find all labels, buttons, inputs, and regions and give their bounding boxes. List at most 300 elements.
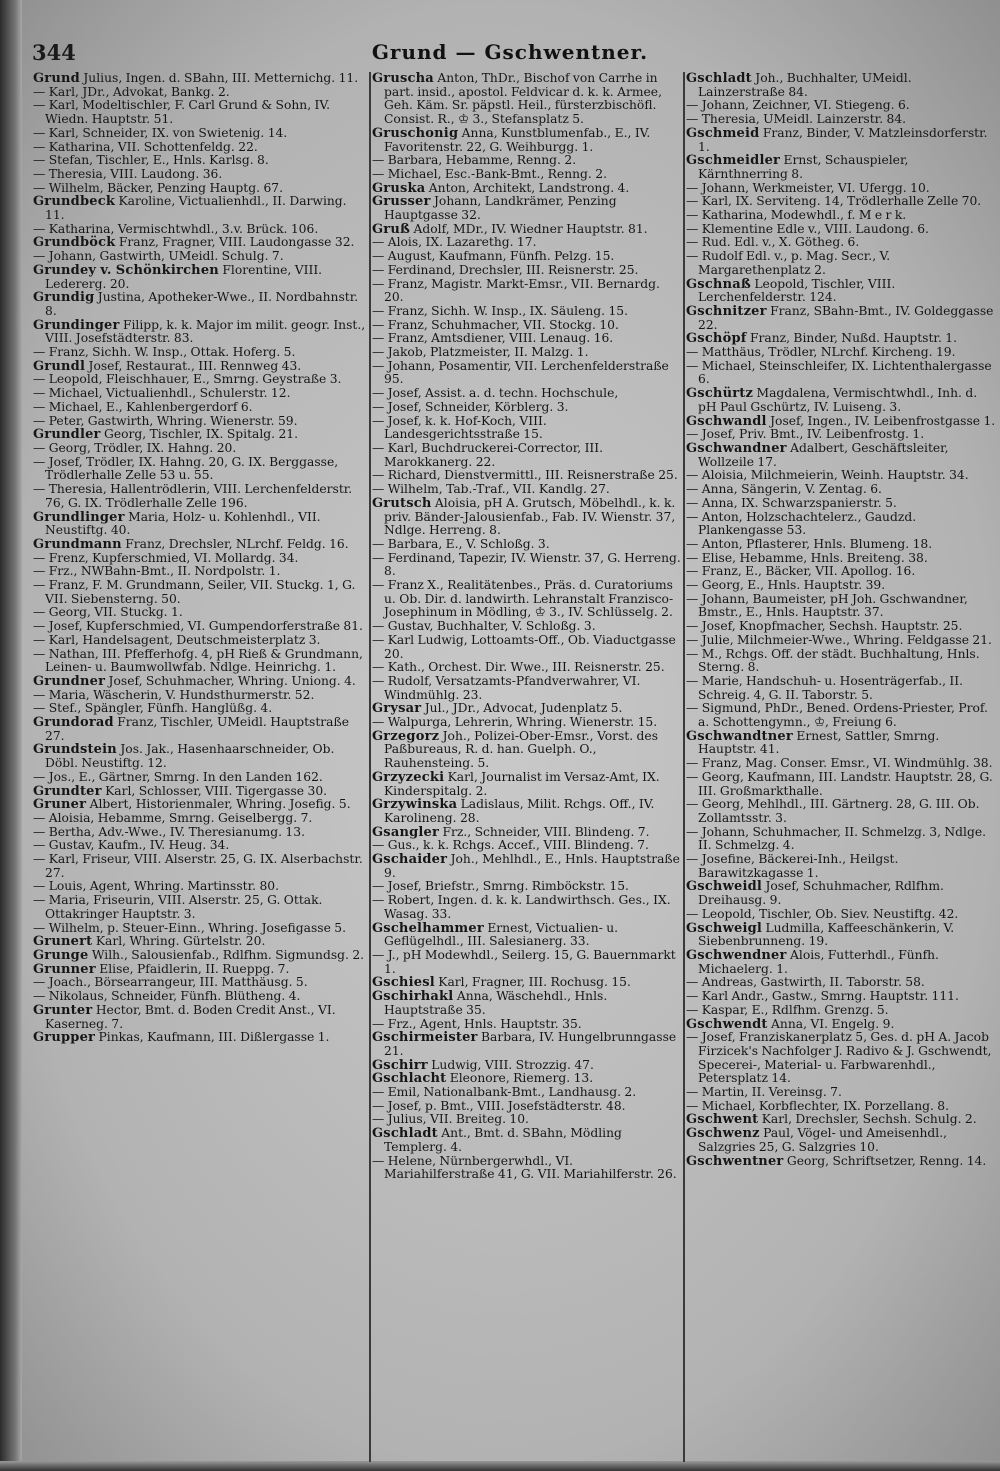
directory-entry xyxy=(372,72,682,127)
entry-text: Karl, Drechsler, Sechsh. Schulg. 2. xyxy=(761,1112,977,1127)
entry-text: — Josef, Kupferschmied, VI. Gumpendorferstraße 81. xyxy=(33,619,363,634)
directory-entry xyxy=(33,182,368,196)
directory-entry xyxy=(372,1127,682,1154)
entry-text: Franz, Tischler, UMeidl. Hauptstraße 27. xyxy=(45,715,349,743)
entry-surname: Gruscha xyxy=(372,72,434,86)
entry-text: Jos. Jak., Hasenhaarschneider, Ob. Döbl. Neustiftg. 12. xyxy=(45,742,335,771)
directory-entry xyxy=(686,648,996,675)
entry-text: Barbara, IV. Hungelbrunngasse 21. xyxy=(384,1030,677,1058)
page-title: Grund — Gschwentner. xyxy=(371,40,649,64)
directory-entry xyxy=(686,730,996,757)
entry-text: — Jakob, Platzmeister, II. Malzg. 1. xyxy=(372,345,589,360)
directory-entry xyxy=(33,223,368,237)
entry-surname: Gschwendner xyxy=(686,948,787,963)
directory-entry xyxy=(33,949,368,963)
directory-entry xyxy=(33,456,368,483)
directory-entry xyxy=(33,743,368,770)
entry-text: — Michael, Steinschleifer, IX. Lichtenthalergasse 6. xyxy=(686,358,992,387)
entry-text: — Katharina, Vermischtwhdl., 3.v. Brück. 106. xyxy=(33,221,319,236)
entry-text: — Johann, Werkmeister, VI. Ufergg. 10. xyxy=(686,180,930,195)
directory-entry xyxy=(33,716,368,743)
entry-text: Filipp, k. k. Major im milit. geogr. Inst., VIII. Josefstädterstr. 83. xyxy=(45,317,366,346)
entry-text: Franz, SBahn-Bmt., IV. Goldeggasse 22. xyxy=(698,303,994,332)
directory-entry xyxy=(372,1155,682,1182)
directory-entry xyxy=(372,332,682,346)
entry-text: Justina, Apotheker-Wwe., II. Nordbahnstr. 8. xyxy=(45,290,359,318)
directory-entry xyxy=(372,880,682,894)
directory-entry xyxy=(33,976,368,990)
entry-surname: Gschöpf xyxy=(686,331,747,347)
directory-entry xyxy=(33,250,368,264)
entry-text: — Andreas, Gastwirth, II. Taborstr. 58. xyxy=(686,975,925,990)
directory-entry xyxy=(686,1113,996,1127)
entry-text: — Louis, Agent, Whring. Martinsstr. 80. xyxy=(33,879,280,894)
entry-text: — Anton, Holzschachtelerz., Gaudzd. Plankengasse 53. xyxy=(686,509,917,538)
entry-text: Joh., Buchhalter, UMeidl. Lainzerstraße 84. xyxy=(698,72,912,99)
directory-entry xyxy=(372,853,682,880)
entry-text: — Georg, Mehlhdl., III. Gärtnerg. 28, G. III. Ob. Zollamtsstr. 3. xyxy=(686,797,980,825)
entry-text: Josef, Ingen., IV. Leibenfrostgasse 1. xyxy=(770,413,996,428)
entry-surname: Grunert xyxy=(33,934,93,950)
entry-surname: Gschiesl xyxy=(372,975,435,991)
directory-entry xyxy=(372,469,682,483)
entry-surname: Gschirr xyxy=(372,1057,428,1073)
entry-text: — Michael, Victualienhdl., Schulerstr. 12. xyxy=(33,386,291,401)
entry-text: Jul., JDr., Advocat, Judenplatz 5. xyxy=(424,701,623,716)
entry-text: Georg, Schriftsetzer, Renng. 14. xyxy=(786,1153,987,1168)
entry-text: — Karl, Modeltischler, F. Carl Grund & Sohn, IV. Wiedn. Hauptstr. 51. xyxy=(33,98,331,127)
entry-text: — Franz, Sichh. W. Insp., IX. Säuleng. 15. xyxy=(372,303,629,318)
entry-text: Georg, Tischler, IX. Spitalg. 21. xyxy=(104,427,299,442)
entry-text: — Franz, E., Bäcker, VII. Apollog. 16. xyxy=(686,564,916,579)
directory-entry xyxy=(33,620,368,634)
entry-text: Karl, Fragner, III. Rochusg. 15. xyxy=(438,975,631,990)
directory-entry xyxy=(33,880,368,894)
entry-text: — Nikolaus, Schneider, Fünfh. Blütheng. 4. xyxy=(33,989,301,1004)
directory-entry xyxy=(33,154,368,168)
entry-text: — Gustav, Buchhalter, V. Schloßg. 3. xyxy=(372,619,596,634)
entry-text: — Bertha, Adv.-Wwe., IV. Theresianumg. 13. xyxy=(33,824,305,839)
entry-text: — Alois, IX. Lazarethg. 17. xyxy=(372,235,537,250)
entry-text: — Anton, Pflasterer, Hnls. Blumeng. 18. xyxy=(686,536,933,551)
directory-entry xyxy=(686,579,996,593)
entry-text: Albert, Historienmaler, Whring. Josefig. 5. xyxy=(89,797,351,812)
directory-entry xyxy=(372,675,682,702)
directory-entry xyxy=(33,195,368,222)
directory-entry xyxy=(33,771,368,785)
directory-entry xyxy=(372,771,682,798)
page-header xyxy=(30,40,990,70)
directory-entry xyxy=(33,675,368,689)
directory-entry xyxy=(33,839,368,853)
entry-text: — Karl, Friseur, VIII. Alserstr. 25, G. IX. Alserbachstr. 27. xyxy=(33,852,363,880)
directory-entry xyxy=(372,305,682,319)
directory-entry xyxy=(33,702,368,716)
directory-entry xyxy=(33,511,368,538)
directory-entry xyxy=(372,922,682,949)
directory-entry xyxy=(33,168,368,182)
entry-surname: Gschaider xyxy=(372,852,448,868)
entry-text: Leopold, Tischler, VIII. Lerchenfelderstr. 124. xyxy=(698,276,896,305)
entry-text: — Josef, k. k. Hof-Koch, VIII. Landesgerichtsstraße 15. xyxy=(372,413,547,442)
entry-surname: Grundinger xyxy=(33,317,120,333)
directory-entry xyxy=(686,428,996,442)
entry-text: — Elise, Hebamme, Hnls. Breiteng. 38. xyxy=(686,550,928,565)
entry-text: — Johann, Zeichner, VI. Stiegeng. 6. xyxy=(686,98,910,113)
directory-entry xyxy=(686,99,996,113)
directory-entry xyxy=(372,497,682,538)
entry-text: Karoline, Victualienhdl., II. Darwing. 11. xyxy=(45,194,347,223)
directory-entry xyxy=(372,1072,682,1086)
entry-text: — Karl, JDr., Advokat, Bankg. 2. xyxy=(33,84,230,99)
entry-text: — Katharina, VII. Schottenfeldg. 22. xyxy=(33,139,258,154)
directory-entry xyxy=(372,894,682,921)
entry-text: — Karl, Handelsagent, Deutschmeisterplatz 3. xyxy=(33,632,321,647)
directory-entry xyxy=(33,291,368,318)
entry-text: Julius, Ingen. d. SBahn, III. Metternichg. 11. xyxy=(83,72,359,85)
directory-entry xyxy=(33,634,368,648)
entry-text: — Josef, Schneider, Körblerg. 3. xyxy=(372,399,569,414)
directory-entry xyxy=(33,689,368,703)
entry-text: — Ferdinand, Drechsler, III. Reisnerstr. 25. xyxy=(372,262,639,277)
entry-surname: Gruß xyxy=(372,221,411,237)
entry-text: — Walpurga, Lehrerin, Whring. Wienerstr. 15. xyxy=(372,715,658,730)
page-edge-shadow xyxy=(0,0,22,1471)
entry-surname: Grundmann xyxy=(33,536,122,552)
entry-text: Joh., Polizei-Ober-Emsr., Vorst. des Paßbureaus, R. d. han. Guelph. O., Rauhensteing. 5. xyxy=(384,728,659,771)
entry-text: Franz, Binder, V. Matzleinsdorferstr. 1. xyxy=(698,125,988,154)
directory-entry xyxy=(686,976,996,990)
entry-text: — Karl, IX. Serviteng. 14, Trödlerhalle Zelle 70. xyxy=(686,194,982,209)
directory-entry xyxy=(372,319,682,333)
directory-entry xyxy=(33,483,368,510)
entry-surname: Gschürtz xyxy=(686,386,754,402)
directory-entry xyxy=(372,387,682,401)
directory-entry xyxy=(372,360,682,387)
entry-text: — Emil, Nationalbank-Bmt., Landhausg. 2. xyxy=(372,1085,637,1100)
entry-surname: Grundböck xyxy=(33,235,116,251)
entry-text: Anna, VI. Engelg. 9. xyxy=(771,1016,895,1031)
directory-entry xyxy=(33,990,368,1004)
entry-text: Ludwig, VIII. Strozzig. 47. xyxy=(431,1057,594,1072)
entry-surname: Grundlinger xyxy=(33,509,125,525)
entry-text: — Josef, Assist. a. d. techn. Hochschule, xyxy=(372,386,619,401)
entry-text: — Theresia, Hallentrödlerin, VIII. Lerchenfelderstr. 76, G. IX. Trödlerhalle Zelle 196. xyxy=(33,482,353,510)
entry-text: Ludmilla, Kaffeeschänkerin, V. Siebenbrunneng. 19. xyxy=(698,920,955,949)
directory-entry xyxy=(686,182,996,196)
entry-surname: Gschladt xyxy=(686,72,752,86)
directory-entry xyxy=(33,798,368,812)
entry-text: Eleonore, Riemerg. 13. xyxy=(449,1071,594,1086)
entry-surname: Gschwandl xyxy=(686,413,767,429)
directory-entry xyxy=(33,415,368,429)
entry-surname: Gschmeidler xyxy=(686,153,781,169)
entry-surname: Grundter xyxy=(33,783,102,799)
directory-entry xyxy=(686,922,996,949)
entry-text: — Georg, Trödler, IX. Hahng. 20. xyxy=(33,440,237,455)
directory-entry xyxy=(372,346,682,360)
directory-entry xyxy=(372,661,682,675)
entry-text: — Theresia, UMeidl. Lainzerstr. 84. xyxy=(686,112,907,127)
entry-text: — Helene, Nürnbergerwhdl., VI. Mariahilferstraße 41, G. VII. Mariahilferstr. 26. xyxy=(372,1153,677,1182)
entry-text: — Leopold, Tischler, Ob. Siev. Neustiftg. 42. xyxy=(686,906,959,921)
directory-entry xyxy=(372,552,682,579)
entry-surname: Gschlacht xyxy=(372,1071,447,1087)
entry-surname: Gschirhakl xyxy=(372,989,454,1005)
directory-entry xyxy=(372,250,682,264)
entry-text: — Josef, Priv. Bmt., IV. Leibenfrostg. 1. xyxy=(686,427,925,442)
directory-entry xyxy=(686,387,996,414)
entry-text: — Karl, Schneider, IX. von Swietenig. 14. xyxy=(33,125,288,140)
entry-surname: Gschwenz xyxy=(686,1126,760,1142)
entry-text: Josef, Schuhmacher, Whring. Uniong. 4. xyxy=(108,673,356,688)
entry-text: — Frz., Agent, Hnls. Hauptstr. 35. xyxy=(372,1016,582,1031)
directory-entry xyxy=(33,319,368,346)
directory-entry xyxy=(33,1031,368,1045)
directory-entry xyxy=(686,949,996,976)
directory-entry xyxy=(686,634,996,648)
entry-text: Adalbert, Geschäftsleiter, Wollzeile 17. xyxy=(698,440,949,469)
directory-entry xyxy=(686,497,996,511)
entry-surname: Gschirmeister xyxy=(372,1030,478,1046)
entry-text: Johann, Landkrämer, Penzing Hauptgasse 32. xyxy=(384,194,617,223)
directory-entry xyxy=(33,236,368,250)
entry-surname: Gruska xyxy=(372,180,426,196)
directory-entry xyxy=(33,428,368,442)
directory-entry xyxy=(33,606,368,620)
entry-text: — Michael, E., Kahlenbergerdorf 6. xyxy=(33,399,253,414)
entry-text: — Franz X., Realitätenbes., Präs. d. Curatoriums u. Ob. Dir. d. landwirth. Lehranstalt Franzisco-Josephinum in Mödling, ♔ 3., IV. Schlüsselg. 2. xyxy=(372,578,674,620)
directory-entry xyxy=(686,236,996,250)
entry-surname: Gschwent xyxy=(686,1112,759,1128)
entry-text: — Josef, Briefstr., Smrng. Rimböckstr. 15. xyxy=(372,879,629,894)
directory-entry xyxy=(372,538,682,552)
entry-text: Frz., Schneider, VIII. Blindeng. 7. xyxy=(442,824,650,839)
entry-text: — Georg, VII. Stuckg. 1. xyxy=(33,605,183,620)
entry-surname: Grunter xyxy=(33,1002,93,1018)
directory-entry xyxy=(686,305,996,332)
entry-text: — Peter, Gastwirth, Whring. Wienerstr. 59. xyxy=(33,413,298,428)
entry-surname: Grutsch xyxy=(372,495,432,511)
entry-text: — Jos., E., Gärtner, Smrng. In den Landen 162. xyxy=(33,769,323,784)
entry-surname: Grund xyxy=(33,72,80,86)
directory-entry xyxy=(686,1018,996,1032)
entry-surname: Grundig xyxy=(33,290,95,306)
entry-text: — Maria, Friseurin, VIII. Alserstr. 25, G. Ottak. Ottakringer Hauptstr. 3. xyxy=(33,893,323,921)
entry-text: Wilh., Salousienfab., Rdlfhm. Sigmundsg. 2. xyxy=(91,948,365,962)
directory-entry xyxy=(372,949,682,976)
directory-entry xyxy=(33,264,368,291)
entry-surname: Grundner xyxy=(33,673,106,689)
entry-surname: Grundler xyxy=(33,427,101,443)
directory-entry xyxy=(33,127,368,141)
directory-entry xyxy=(372,579,682,620)
entry-text: — Karl, Buchdruckerei-Corrector, III. Marokkanerg. 22. xyxy=(372,440,604,469)
column-2 xyxy=(372,72,682,1464)
directory-entry xyxy=(372,976,682,990)
entry-text: Alois, Futterhdl., Fünfh. Michaelerg. 1. xyxy=(698,948,939,976)
directory-entry xyxy=(372,264,682,278)
directory-entry xyxy=(372,236,682,250)
directory-entry xyxy=(33,538,368,552)
directory-entry xyxy=(686,798,996,825)
entry-surname: Gsangler xyxy=(372,824,440,840)
entry-text: Maria, Holz- u. Kohlenhdl., VII. Neustiftg. 40. xyxy=(45,509,321,538)
entry-text: Joh., Mehlhdl., E., Hnls. Hauptstraße 9. xyxy=(384,852,680,880)
entry-text: Anna, Kunstblumenfab., E., IV. Favoritenstr. 22, G. Weihburgg. 1. xyxy=(384,125,651,154)
entry-text: — Franz, Amtsdiener, VIII. Lenaug. 16. xyxy=(372,331,614,346)
entry-text: — Michael, Korbflechter, IX. Porzellang. 8. xyxy=(686,1098,950,1113)
entry-text: — Franz, F. M. Grundmann, Seiler, VII. Stuckg. 1, G. VII. Siebensterng. 50. xyxy=(33,578,356,606)
entry-text: — Gus., k. k. Rchgs. Accef., VIII. Blindeng. 7. xyxy=(372,838,649,853)
directory-entry xyxy=(686,1004,996,1018)
directory-entry xyxy=(33,401,368,415)
directory-entry xyxy=(686,565,996,579)
entry-text: Ant., Bmt. d. SBahn, Mödling Templerg. 4. xyxy=(384,1126,622,1154)
directory-entry xyxy=(686,853,996,880)
entry-text: Karl, Journalist im Versaz-Amt, IX. Kinderspitalg. 2. xyxy=(384,769,660,798)
entry-surname: Grunner xyxy=(33,961,96,977)
directory-entry xyxy=(686,127,996,154)
entry-surname: Gschmeid xyxy=(686,125,760,141)
entry-text: Pinkas, Kaufmann, III. Dißlergasse 1. xyxy=(98,1030,330,1045)
entry-text: — Franz, Schuhmacher, VII. Stockg. 10. xyxy=(372,317,619,332)
directory-entry xyxy=(33,387,368,401)
entry-text: — Wilhelm, Tab.-Traf., VII. Kandlg. 27. xyxy=(372,482,610,497)
entry-text: — Leopold, Fleischhauer, E., Smrng. Geystraße 3. xyxy=(33,372,342,387)
directory-entry xyxy=(33,552,368,566)
directory-entry xyxy=(686,826,996,853)
entry-text: — Rudolf, Versatzamts-Pfandverwahrer, VI. Windmühlg. 23. xyxy=(372,673,641,702)
directory-entry xyxy=(686,154,996,181)
column-divider-2 xyxy=(683,72,685,1462)
directory-entry xyxy=(686,195,996,209)
directory-entry xyxy=(686,360,996,387)
entry-surname: Gschwentner xyxy=(686,1153,784,1169)
entry-surname: Gschwandner xyxy=(686,440,787,456)
directory-entry xyxy=(33,812,368,826)
entry-text: — Franz, Magistr. Markt-Emsr., VII. Bernardg. 20. xyxy=(372,276,660,305)
directory-entry xyxy=(686,1155,996,1169)
entry-surname: Gschwandtner xyxy=(686,728,793,744)
directory-entry xyxy=(372,798,682,825)
entry-text: — Aloisia, Milchmeierin, Weinh. Hauptstr. 34. xyxy=(686,468,969,483)
entry-text: — Anna, IX. Schwarzspanierstr. 5. xyxy=(686,495,897,510)
directory-entry xyxy=(33,826,368,840)
directory-entry xyxy=(686,511,996,538)
entry-text: — Barbara, E., V. Schloßg. 3. xyxy=(372,536,550,551)
entry-text: Ladislaus, Milit. Rchgs. Off., IV. Karolineng. 28. xyxy=(384,797,655,825)
directory-entry xyxy=(33,853,368,880)
directory-entry xyxy=(686,593,996,620)
directory-entry xyxy=(33,579,368,606)
directory-entry xyxy=(372,702,682,716)
directory-entry xyxy=(372,442,682,469)
directory-entry xyxy=(33,1004,368,1031)
entry-text: — Julius, VII. Breiteg. 10. xyxy=(372,1112,529,1127)
entry-text: Franz, Binder, Nußd. Hauptstr. 1. xyxy=(749,331,958,346)
directory-entry xyxy=(372,168,682,182)
directory-entry xyxy=(33,894,368,921)
entry-text: — Martin, II. Vereinsg. 7. xyxy=(686,1085,842,1100)
entry-surname: Gschweigl xyxy=(686,920,763,936)
directory-entry xyxy=(372,730,682,771)
directory-entry xyxy=(686,1031,996,1086)
entry-surname: Grundey v. Schönkirchen xyxy=(33,262,219,278)
entry-surname: Grusser xyxy=(372,194,431,210)
entry-text: — Klementine Edle v., VIII. Laudong. 6. xyxy=(686,221,929,236)
entry-text: Florentine, VIII. Ledererg. 20. xyxy=(45,262,323,291)
entry-text: — Wilhelm, p. Steuer-Einn., Whring. Josefigasse 5. xyxy=(33,920,346,935)
entry-text: Elise, Pfaidlerin, II. Rueppg. 7. xyxy=(99,961,290,976)
entry-text: — Frz., NWBahn-Bmt., II. Nordpolstr. 1. xyxy=(33,564,281,579)
entry-text: — Stefan, Tischler, E., Hnls. Karlsg. 8. xyxy=(33,153,269,168)
directory-entry xyxy=(372,182,682,196)
entry-text: — Frenz, Kupferschmied, VI. Mollardg. 34. xyxy=(33,550,299,565)
directory-entry xyxy=(33,99,368,126)
directory-entry xyxy=(33,442,368,456)
entry-text: — Anna, Sängerin, V. Zentag. 6. xyxy=(686,482,882,497)
entry-text: — Wilhelm, Bäcker, Penzing Hauptg. 67. xyxy=(33,180,283,195)
column-3 xyxy=(686,72,996,1464)
directory-entry xyxy=(372,826,682,840)
directory-entry xyxy=(686,483,996,497)
entry-surname: Grundl xyxy=(33,358,86,374)
entry-text: — Karl Andr., Gastw., Smrng. Hauptstr. 111. xyxy=(686,989,959,1004)
entry-text: — August, Kaufmann, Fünfh. Pelzg. 15. xyxy=(372,249,615,264)
entry-text: — Matthäus, Trödler, NLrchf. Kircheng. 19. xyxy=(686,345,956,360)
entry-text: — Nathan, III. Pfefferhofg. 4, pH Rieß & Grundmann, Leinen- u. Baumwollwfab. Ndlge. Heinrichg. 1. xyxy=(33,646,363,675)
directory-entry xyxy=(686,990,996,1004)
entry-text: Ernest, Sattler, Smrng. Hauptstr. 41. xyxy=(698,728,940,757)
entry-text: Adolf, MDr., IV. Wiedner Hauptstr. 81. xyxy=(413,221,648,236)
directory-entry xyxy=(372,1100,682,1114)
entry-surname: Grupper xyxy=(33,1030,96,1046)
directory-entry xyxy=(686,702,996,729)
entry-text: — Josef, Franziskanerplatz 5, Ges. d. pH A. Jacob Firzicek's Nachfolger J. Radivo & J. Gschwendt, Specerei-, Material- u. Farbwarenhdl., Petersplatz 14. xyxy=(686,1030,992,1086)
directory-entry xyxy=(33,346,368,360)
entry-text: Anna, Wäschehdl., Hnls. Hauptstraße 35. xyxy=(384,989,608,1017)
entry-surname: Gschweidl xyxy=(686,879,763,895)
directory-entry xyxy=(686,880,996,907)
entry-text: Aloisia, pH A. Grutsch, Möbelhdl., k. k. priv. Bänder-Jalousienfab., Fab. IV. Wienstr. 37, Ndlge. Herreng. 8. xyxy=(384,495,676,538)
entry-text: — Barbara, Hebamme, Renng. 2. xyxy=(372,153,577,168)
entry-text: — Josefine, Bäckerei-Inh., Heilgst. Barawitzkagasse 1. xyxy=(686,852,899,880)
directory-entry xyxy=(686,415,996,429)
entry-surname: Grzyzecki xyxy=(372,769,445,785)
entry-text: — Joach., Börsearrangeur, III. Matthäusg. 5. xyxy=(33,975,308,990)
page-number: 344 xyxy=(32,40,76,65)
directory-entry xyxy=(686,278,996,305)
entry-surname: Gschnitzer xyxy=(686,303,767,319)
directory-entry xyxy=(372,415,682,442)
entry-text: — Johann, Schuhmacher, II. Schmelzg. 3, Ndlge. II. Schmelzg. 4. xyxy=(686,824,987,853)
directory-entry xyxy=(33,963,368,977)
directory-entry xyxy=(33,360,368,374)
directory-entry xyxy=(686,469,996,483)
entry-text: — J., pH Modewhdl., Seilerg. 15, G. Bauernmarkt 1. xyxy=(372,948,676,976)
directory-entry xyxy=(33,935,368,949)
directory-entry xyxy=(686,908,996,922)
directory-entry xyxy=(686,346,996,360)
directory-entry xyxy=(686,250,996,277)
entry-text: — Kath., Orchest. Dir. Wwe., III. Reisnerstr. 25. xyxy=(372,660,665,675)
directory-entry xyxy=(372,634,682,661)
entry-text: Franz, Fragner, VIII. Laudongasse 32. xyxy=(118,235,355,250)
entry-text: — Rudolf Edl. v., p. Mag. Secr., V. Margarethenplatz 2. xyxy=(686,249,891,277)
entry-text: — Johann, Posamentir, VII. Lerchenfelderstraße 95. xyxy=(372,358,669,387)
directory-entry xyxy=(372,990,682,1017)
